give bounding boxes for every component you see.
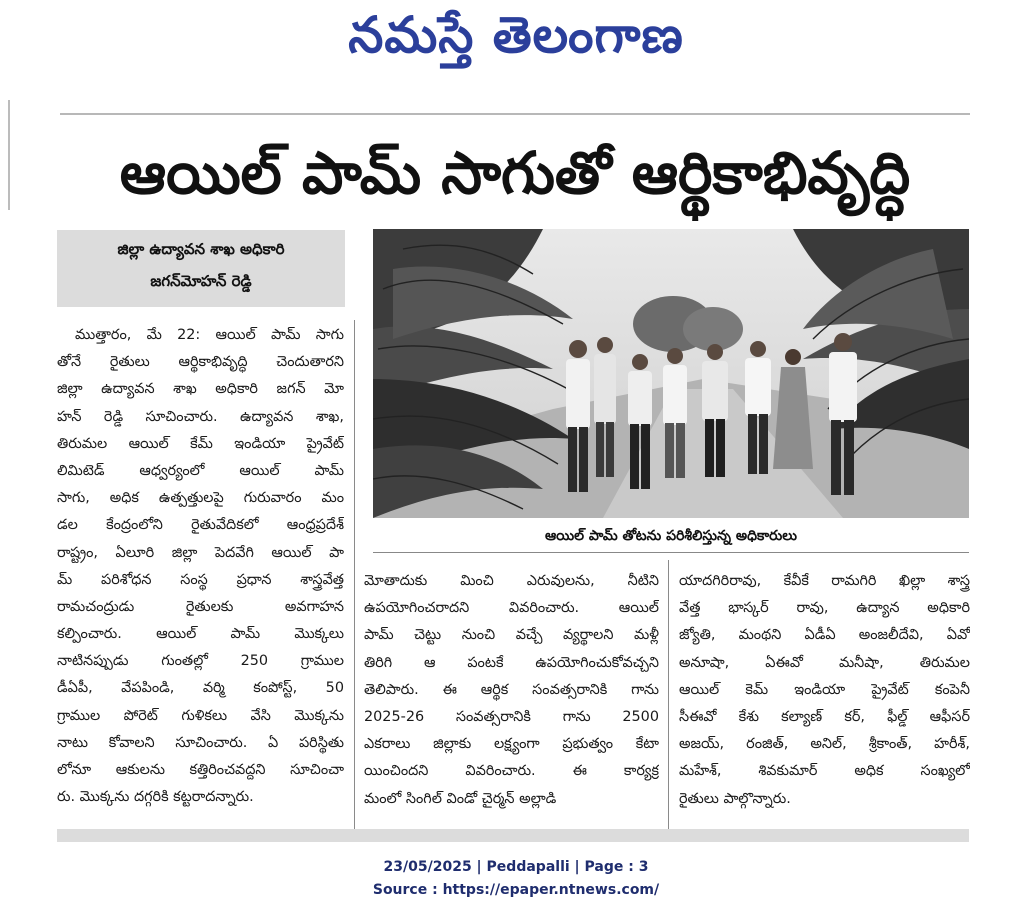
article-line: సాగు, అధిక ఉత్పత్తులపై గురువారం మం <box>57 490 344 507</box>
photo-caption: ఆయిల్ పామ్ తోటను పరిశీలిస్తున్న అధికారులు <box>544 528 798 544</box>
column-divider-1 <box>354 320 355 830</box>
article-line: 2025-26 సంవత్సరానికి గాను 2500 <box>364 708 659 725</box>
subhead-line-1: జిల్లా ఉద్యావన శాఖ అధికారి <box>117 240 285 258</box>
article-line: అజయ్, రంజిత్, అనిల్, శ్రీకాంత్, హరీశ్, <box>679 736 970 753</box>
article-line: గ్రాముల పోరెట్ గుళికలు వేసి మొక్కను <box>57 707 344 724</box>
article-line: లోనూ ఆకులను కత్తిరించవద్దని సూచించా <box>57 762 344 778</box>
article-line: తిరిగి ఆ పంటకే ఉపయోగించుకోవచ్చని <box>364 654 659 671</box>
article-line: తిరుమల ఆయిల్ కేమ్ ఇండియా ప్రైవేట్ <box>57 435 344 452</box>
article-line: ఎకరాలు జిల్లాకు లక్ష్యంగా ప్రభుత్వం కేటా <box>364 736 659 753</box>
article-line: ఆయిల్ కెమ్ ఇండియా ప్రైవేట్ కంపెనీ <box>679 681 970 698</box>
article-line: తోనే రైతులు ఆర్థికాభివృద్ధి చెందుతారని <box>57 354 344 371</box>
article-line: డీఏపీ, వేపపిండి, వర్మి కంపోస్ట్, 50 <box>57 680 344 697</box>
article-column-1 <box>57 322 344 811</box>
article-column-2 <box>364 568 659 813</box>
subhead-box <box>57 230 345 307</box>
subhead-line-2: జగన్‌మోహన్ రెడ్డి <box>150 272 252 290</box>
article-line: మోతాదుకు మించి ఎరువులను, నీటిని <box>364 573 659 589</box>
article-line: పామ్ చెట్టు నుంచి వచ్చే వ్యర్థాలని మళ్లీ <box>364 627 659 644</box>
article-line: ఉపయోగించరాదని వివరించారు. ఆయిల్ <box>364 600 659 617</box>
article-line: సీఈవో కేశు కల్యాణ్ కర్, ఫీల్డ్ ఆఫీసర్ <box>679 708 970 725</box>
article-line: రు. మొక్కను దగ్గరికి కట్టరాదన్నారు. <box>57 789 254 806</box>
article-line: వేత్త భాస్కర్ రావు, ఉద్యాన అధికారి <box>679 600 970 617</box>
article-line: రాష్ట్రం, ఏలూరి జిల్లా పెదవేగి ఆయిల్ పా <box>57 544 344 561</box>
bottom-grey-bar <box>57 829 969 842</box>
article-line: రామచంద్రుడు రైతులకు అవగాహన <box>57 598 344 615</box>
article-line: డల కేంద్రంలోని రైతువేదికలో ఆంధ్రప్రదేశ్ <box>57 517 344 534</box>
article-column-3 <box>679 568 970 813</box>
article-headline: ఆయిల్ పామ్ సాగుతో ఆర్థికాభివృద్ధి <box>119 139 911 207</box>
footer-source: Source : https://epaper.ntnews.com/ <box>372 882 660 898</box>
article-line: రైతులు పాల్గొన్నారు. <box>679 790 791 807</box>
article-line: తెలిపారు. ఈ ఆర్థిక సంవత్సరానికి గాను <box>364 681 659 698</box>
article-line: కల్పించారు. ఆయిల్ పామ్ మొక్కలు <box>57 626 344 643</box>
article-line: ముత్తారం, మే 22: ఆయిల్ పామ్ సాగు <box>75 327 344 343</box>
article-line: జిల్లా ఉద్యావన శాఖ అధికారి జగన్ మో <box>57 381 344 398</box>
article-line: నాటు కోవాలని సూచించారు. ఏ పరిస్థితు <box>57 734 344 751</box>
article-line: హన్ రెడ్డి సూచించారు. ఉద్యావన శాఖ, <box>57 408 344 425</box>
article-line: లిమిటెడ్ ఆధ్వర్యంలో ఆయిల్ పామ్ <box>57 462 344 479</box>
article-line: యించిందని వివరించారు. ఈ కార్యక్ర <box>364 763 659 780</box>
newspaper-masthead: నమస్తే తెలంగాణ <box>348 6 684 64</box>
article-line: మహేశ్, శివకుమార్ అధిక సంఖ్యలో <box>679 763 970 780</box>
article-line: అనూషా, ఏఈవో మనీషా, తిరుమల <box>679 654 970 671</box>
article-line: నాటినప్పుడు గుంతల్లో 250 గ్రాముల <box>57 653 344 670</box>
masthead-divider <box>60 113 970 115</box>
caption-divider <box>373 552 969 553</box>
article-photo <box>373 229 969 518</box>
article-line: యాదగిరిరావు, కేవీకే రామగిరి ఖిల్లా శాస్త్ర <box>679 573 970 589</box>
article-line: మంలో సింగిల్ విండో చైర్మన్ అల్లాడి <box>364 790 557 807</box>
footer-date-edition: 23/05/2025 | Peddapalli | Page : 3 <box>383 859 649 875</box>
article-line: జ్యోతి, మంథని ఏడీఏ అంజలీదేవి, ఏవో <box>679 627 970 644</box>
oil-palm-plantation-image <box>373 229 969 518</box>
article-line: మ్ పరిశోధన సంస్థ ప్రధాన శాస్త్రవేత్త <box>57 571 344 588</box>
page-edge-line <box>8 100 10 210</box>
column-divider-2 <box>668 560 669 830</box>
